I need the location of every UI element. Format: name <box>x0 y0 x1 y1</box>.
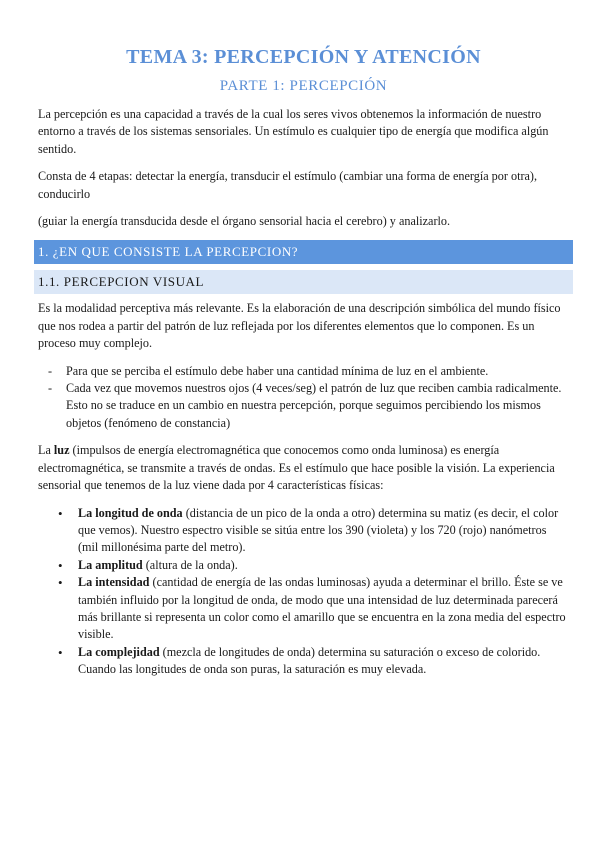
subsection-heading: 1.1. PERCEPCION VISUAL <box>34 270 573 294</box>
bullet-marker: • <box>58 557 63 573</box>
light-paragraph-rest: (impulsos de energía electromagnética que conocemos como onda luminosa) es energía electromagnética, se transmite a través de ondas. Es el estímulo que hace posible la visión. La experiencia sensorial que tenemos de la luz viene dada por 4 características físicas: <box>38 443 555 493</box>
document-subtitle: PARTE 1: PERCEPCIÓN <box>219 78 388 94</box>
intro-paragraph-3: (guiar la energía transducida desde el órgano sensorial hacia el cerebro) y analizarlo. <box>38 214 451 229</box>
bullet-list <box>38 505 569 679</box>
list-item-text: (cantidad de energía de las ondas luminosas) ayuda a determinar el brillo. Éste se ve también influido por la longitud de onda, de modo que una intensidad de luz determinada parecerá más brillante si representa un color como el amarillo que se encuentra en la zona media del espectro visible. <box>78 575 566 642</box>
light-paragraph <box>38 442 569 494</box>
list-item-text: (mezcla de longitudes de onda) determina su saturación o exceso de colorido. Cuando las longitudes de onda son puras, la saturación es muy elevada. <box>78 644 541 677</box>
list-item <box>38 363 569 380</box>
intro-paragraph-2: Consta de 4 etapas: detectar la energía, transducir el estímulo (cambiar una forma de energía por otra), conducirlo <box>38 169 538 201</box>
section-heading: 1. ¿EN QUE CONSISTE LA PERCEPCION? <box>34 240 573 264</box>
dash-marker: - <box>48 381 53 396</box>
list-item <box>38 557 569 574</box>
list-item-term: La complejidad <box>78 644 160 659</box>
list-item-term: La amplitud <box>78 557 143 572</box>
list-item-text: (altura de la onda). <box>142 557 238 572</box>
list-item <box>38 644 569 679</box>
intro-paragraph-1: La percepción es una capacidad a través de la cual los seres vivos obtenemos la información de nuestro entorno a través de los sistemas sensoriales. Un estímulo es cualquier tipo de energía que modifica algún sentido. <box>38 107 549 156</box>
document-title: TEMA 3: PERCEPCIÓN Y ATENCIÓN <box>126 46 481 68</box>
bullet-marker: • <box>58 644 63 660</box>
list-item-text: Para que se perciba el estímulo debe haber una cantidad mínima de luz en el ambiente. <box>66 363 489 378</box>
bullet-marker: • <box>58 575 63 591</box>
bullet-marker: • <box>58 505 63 521</box>
list-item <box>38 505 569 557</box>
light-paragraph-start: La <box>38 443 54 458</box>
list-item-term: La intensidad <box>78 575 150 590</box>
list-item-text: Cada vez que movemos nuestros ojos (4 veces/seg) el patrón de luz que reciben cambia radicalmente. Esto no se traduce en un cambio en nuestra percepción, porque seguimos percibiendo los mismos objetos (fenómeno de constancia) <box>66 381 562 430</box>
list-item <box>38 380 569 432</box>
dash-marker: - <box>48 363 53 378</box>
list-item-text: (distancia de un pico de la onda a otro) determina su matiz (es decir, el color que vemos). Nuestro espectro visible se sitúa entre los 390 (violeta) y los 720 (rojo) nanómetros (mil millonésima parte del metro). <box>78 505 559 555</box>
light-term: luz <box>53 443 70 458</box>
list-item-term: La longitud de onda <box>78 505 183 520</box>
visual-perception-paragraph: Es la modalidad perceptiva más relevante. Es la elaboración de una descripción simbólica del mundo físico que nos rodea a partir del patrón de luz reflejada por los diferentes elementos que lo componen. Es un proceso muy complejo. <box>38 301 561 351</box>
list-item <box>38 574 569 644</box>
dash-list <box>38 363 569 433</box>
